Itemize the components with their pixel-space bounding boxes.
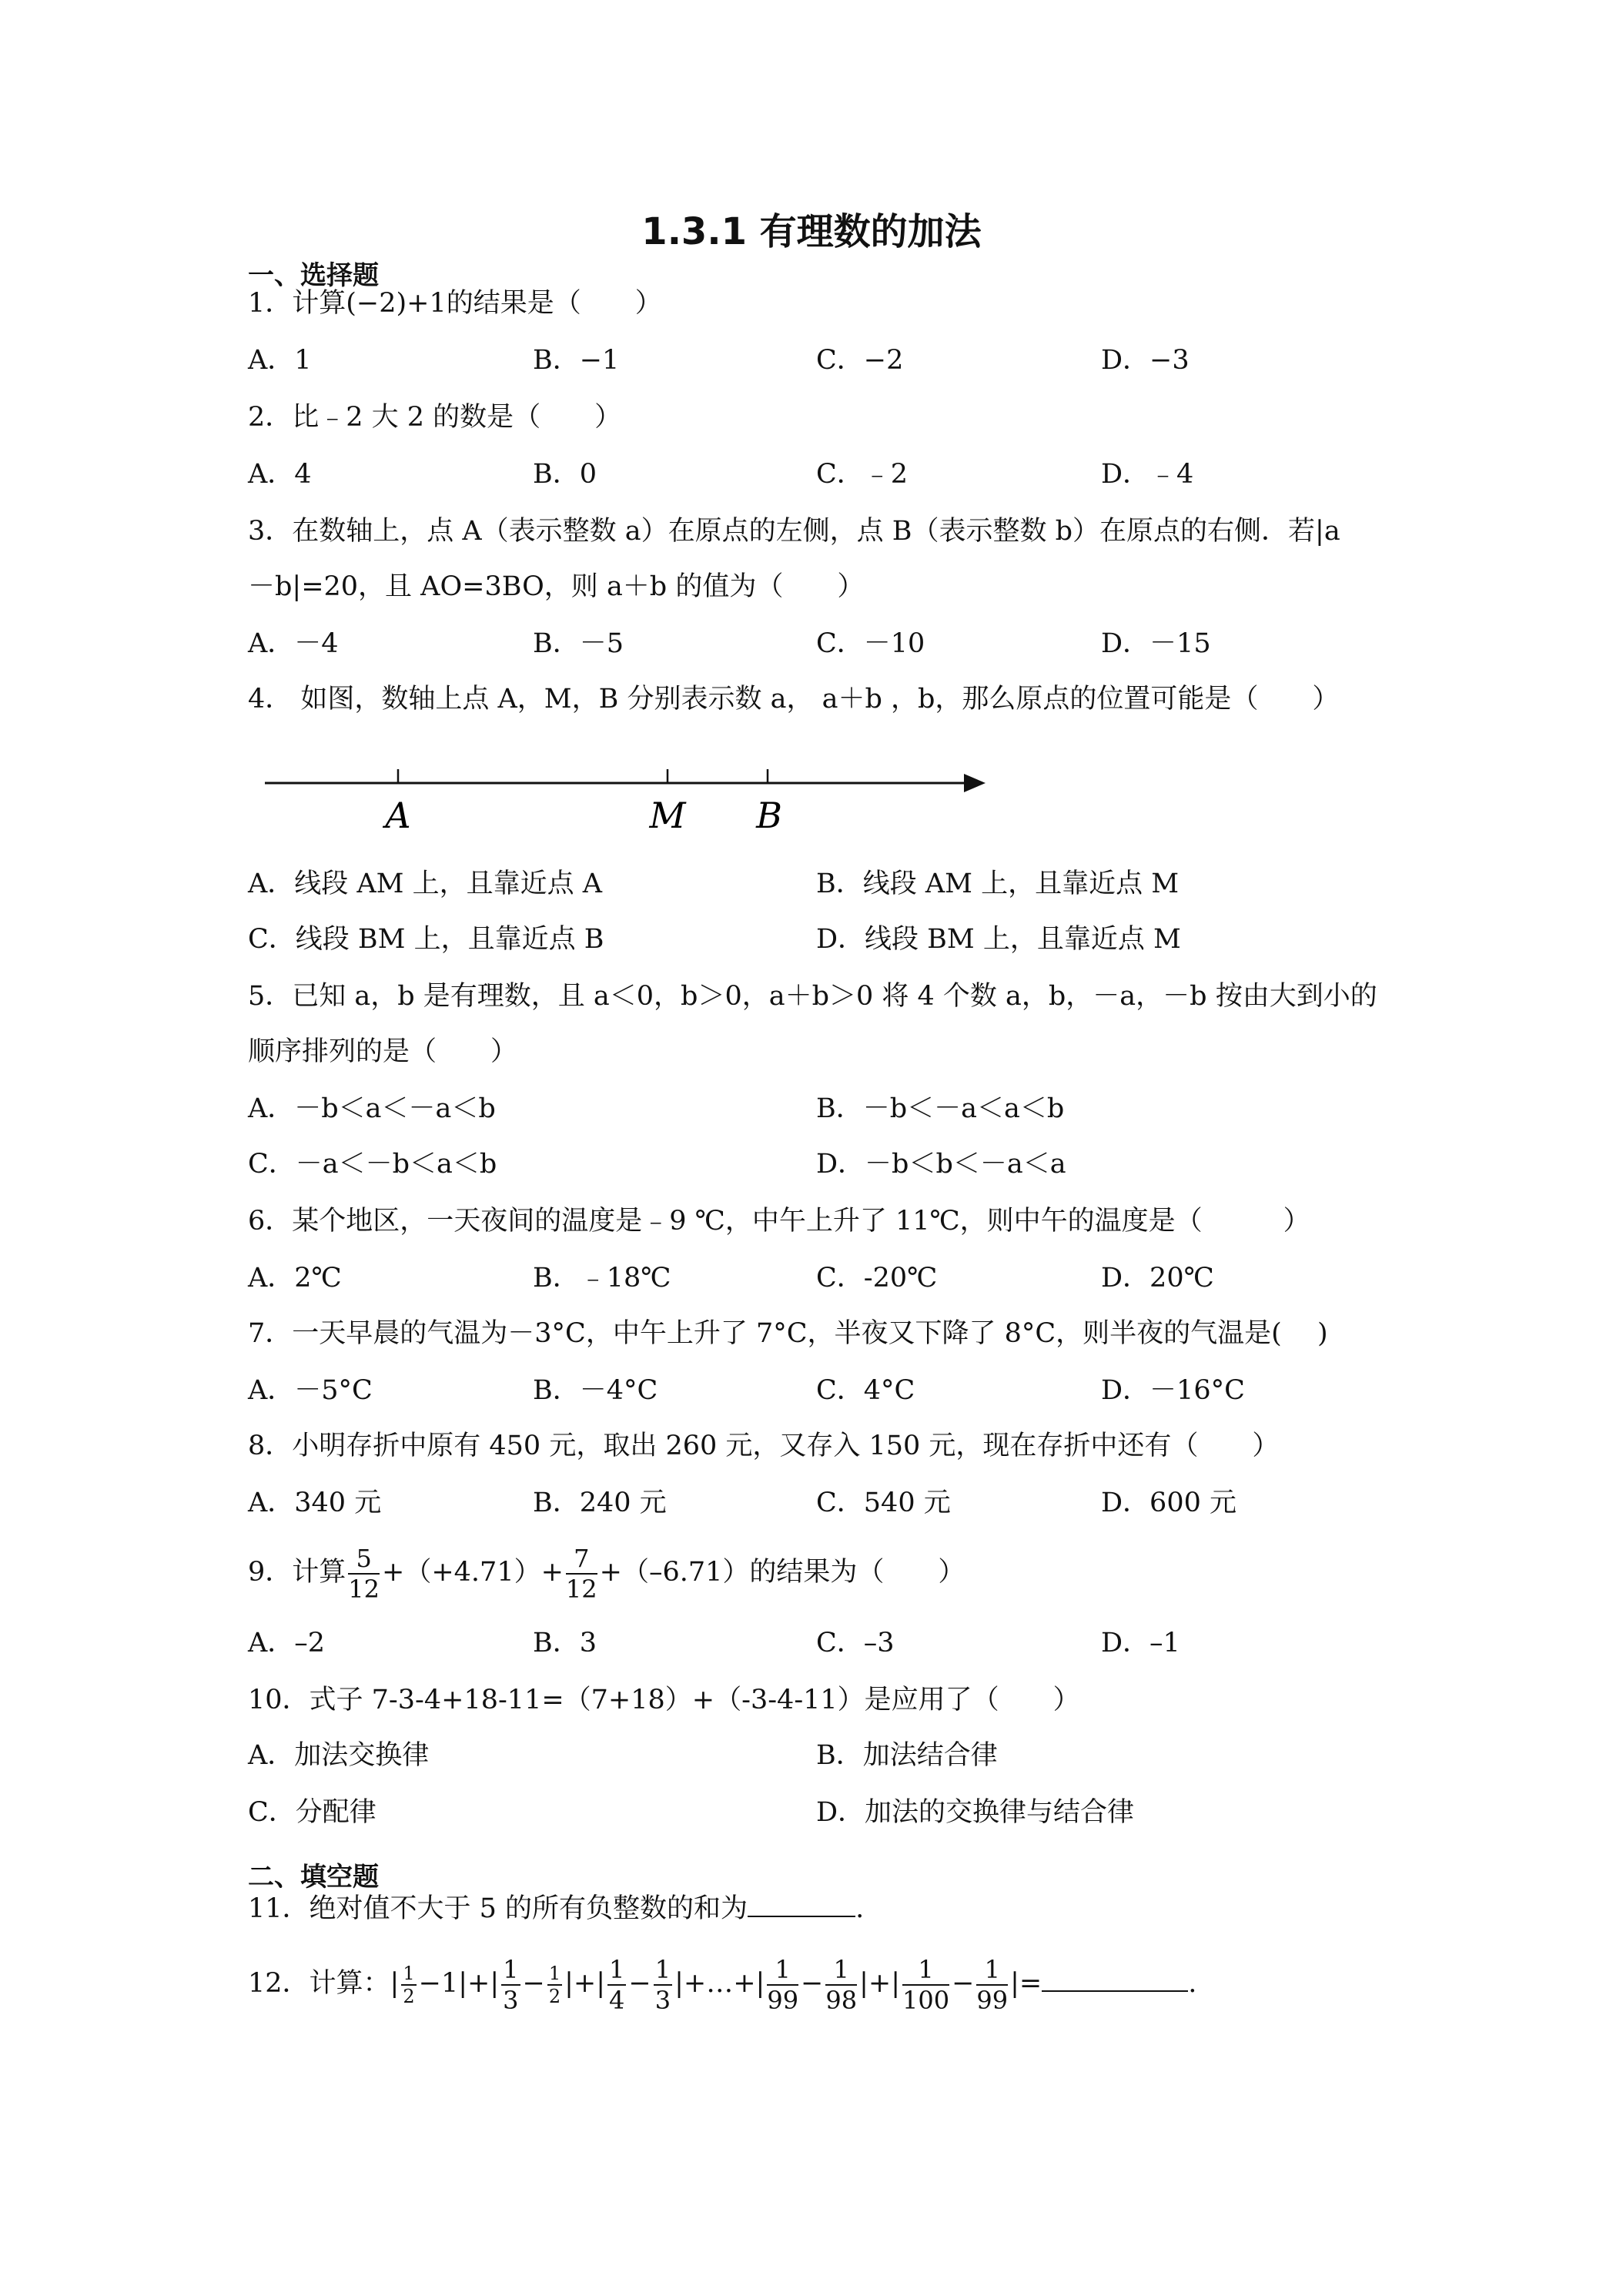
question-12 bbox=[248, 1951, 1196, 2016]
fraction-denominator: 2 bbox=[403, 1985, 415, 2007]
question-5-option-b: B．－b＜－a＜a＜b bbox=[816, 1093, 1065, 1124]
question-1-option-d: D．−3 bbox=[1101, 345, 1190, 376]
fraction-numerator: 1 bbox=[548, 1962, 561, 1984]
fraction bbox=[401, 1963, 416, 2007]
question-12-end: . bbox=[1188, 1968, 1197, 1999]
question-4-option-d: D．线段 BM 上，且靠近点 M bbox=[816, 924, 1181, 955]
fraction-7-12 bbox=[566, 1544, 597, 1604]
question-3-option-b: B．－5 bbox=[533, 628, 624, 659]
point-a-label: A bbox=[385, 795, 411, 835]
fraction bbox=[501, 1955, 520, 2015]
question-2-option-d: D．﹣4 bbox=[1101, 459, 1194, 490]
question-7-option-a: A．－5°C bbox=[248, 1375, 373, 1406]
question-3-option-d: D．－15 bbox=[1101, 628, 1211, 659]
question-6-option-c: C．-20℃ bbox=[816, 1263, 938, 1294]
question-9-option-c: C．–3 bbox=[816, 1628, 895, 1658]
question-4-stem: 4． 如图，数轴上点 A，M，B 分别表示数 a， a＋b ，b，那么原点的位置可能是（ ） bbox=[248, 684, 1340, 715]
fraction-numerator: 7 bbox=[566, 1544, 597, 1575]
question-12-sep: |+| bbox=[859, 1968, 901, 1999]
question-6-option-a: A．2℃ bbox=[248, 1263, 342, 1294]
question-10-option-c: C．分配律 bbox=[248, 1797, 376, 1828]
question-11-stem: 11．绝对值不大于 5 的所有负整数的和为 bbox=[248, 1893, 748, 1924]
fraction-denominator: 12 bbox=[348, 1574, 380, 1604]
fraction-denominator: 3 bbox=[654, 1985, 671, 2015]
fraction-numerator: 1 bbox=[654, 1954, 671, 1984]
question-5-option-c: C．－a＜－b＜a＜b bbox=[248, 1149, 497, 1180]
question-5-stem-line-2: 顺序排列的是（ ） bbox=[248, 1036, 518, 1067]
question-10-option-b: B．加法结合律 bbox=[816, 1740, 998, 1771]
number-line-figure bbox=[263, 751, 995, 835]
fraction bbox=[547, 1963, 562, 2007]
fraction bbox=[607, 1955, 626, 2015]
question-9-option-d: D．–1 bbox=[1101, 1628, 1180, 1658]
fraction-denominator: 3 bbox=[503, 1985, 519, 2015]
question-6-option-b: B．﹣18℃ bbox=[533, 1263, 671, 1294]
question-1-option-a: A．1 bbox=[248, 345, 312, 376]
number-line-arrow bbox=[964, 774, 986, 792]
question-12-pre: 12．计算：| bbox=[248, 1968, 400, 1999]
question-12-sep: − bbox=[522, 1968, 545, 1999]
fraction-denominator: 99 bbox=[976, 1985, 1009, 2015]
fraction bbox=[654, 1955, 672, 2015]
answer-blank[interactable] bbox=[748, 1891, 855, 1917]
question-12-sep: − bbox=[801, 1968, 824, 1999]
point-m-label: M bbox=[649, 795, 686, 835]
question-4-option-b: B．线段 AM 上，且靠近点 M bbox=[816, 869, 1180, 899]
question-12-sep: −1|+| bbox=[418, 1968, 500, 1999]
question-2-option-a: A．4 bbox=[248, 459, 312, 490]
question-11-end: . bbox=[855, 1893, 865, 1924]
fraction-denominator: 100 bbox=[902, 1985, 950, 2015]
page-title: 1.3.1 有理数的加法 bbox=[641, 210, 982, 253]
question-6-option-d: D．20℃ bbox=[1101, 1263, 1214, 1294]
question-12-sep: |+…+| bbox=[674, 1968, 765, 1999]
question-1-option-c: C．−2 bbox=[816, 345, 904, 376]
section-choice-heading: 一、选择题 bbox=[248, 260, 379, 291]
fraction-5-12 bbox=[348, 1544, 380, 1604]
point-b-label: B bbox=[756, 795, 782, 835]
question-7-option-b: B．－4°C bbox=[533, 1375, 658, 1406]
question-8-option-b: B．240 元 bbox=[533, 1488, 667, 1518]
question-4-option-a: A．线段 AM 上，且靠近点 A bbox=[248, 869, 603, 899]
question-11 bbox=[248, 1891, 864, 1926]
fraction-numerator: 1 bbox=[767, 1955, 798, 1986]
question-9-stem-mid: +（+4.71）+ bbox=[382, 1557, 564, 1588]
fraction-numerator: 1 bbox=[503, 1954, 519, 1984]
question-9-option-a: A．–2 bbox=[248, 1628, 326, 1658]
fraction-numerator: 1 bbox=[902, 1955, 949, 1986]
question-8-option-a: A．340 元 bbox=[248, 1488, 382, 1518]
question-2-stem: 2．比﹣2 大 2 的数是（ ） bbox=[248, 402, 622, 433]
question-12-sep: |= bbox=[1010, 1968, 1042, 1999]
fraction-denominator: 99 bbox=[767, 1985, 799, 2015]
fraction-denominator: 98 bbox=[825, 1985, 858, 2015]
question-2-option-b: B．0 bbox=[533, 459, 597, 490]
question-10-option-d: D．加法的交换律与结合律 bbox=[816, 1797, 1135, 1828]
question-12-sep: − bbox=[952, 1968, 975, 1999]
question-1-stem: 1．计算(−2)+1的结果是（ ） bbox=[248, 288, 662, 319]
question-9-stem bbox=[248, 1540, 965, 1605]
question-8-stem: 8．小明存折中原有 450 元，取出 260 元，又存入 150 元，现在存折中还有（ ） bbox=[248, 1431, 1280, 1461]
section-fill-heading: 二、填空题 bbox=[248, 1862, 379, 1893]
question-2-option-c: C．﹣2 bbox=[816, 459, 909, 490]
fraction-denominator: 2 bbox=[548, 1985, 561, 2007]
question-9-stem-pre: 9．计算 bbox=[248, 1557, 346, 1588]
question-7-option-c: C．4°C bbox=[816, 1375, 915, 1406]
question-4-option-c: C．线段 BM 上，且靠近点 B bbox=[248, 924, 604, 955]
question-9-option-b: B．3 bbox=[533, 1628, 597, 1658]
question-5-stem-line-1: 5．已知 a，b 是有理数，且 a＜0，b＞0，a＋b＞0 将 4 个数 a，b，－a，－b 按由大到小的 bbox=[248, 981, 1377, 1012]
question-10-option-a: A．加法交换律 bbox=[248, 1740, 430, 1771]
question-7-stem: 7．一天早晨的气温为－3°C，中午上升了 7°C，半夜又下降了 8°C，则半夜的气温是( ) bbox=[248, 1318, 1328, 1349]
fraction-numerator: 5 bbox=[348, 1544, 380, 1575]
question-12-sep: − bbox=[628, 1968, 651, 1999]
question-1-option-b: B．−1 bbox=[533, 345, 620, 376]
fraction bbox=[825, 1955, 857, 2015]
question-8-option-d: D．600 元 bbox=[1101, 1488, 1236, 1518]
question-3-stem-line-1: 3．在数轴上，点 A（表示整数 a）在原点的左侧，点 B（表示整数 b）在原点的右侧．若|a bbox=[248, 516, 1340, 547]
question-12-sep: |+| bbox=[564, 1968, 606, 1999]
question-9-stem-post: +（–6.71）的结果为（ ） bbox=[599, 1557, 965, 1588]
fraction-numerator: 1 bbox=[609, 1954, 625, 1984]
question-3-option-a: A．－4 bbox=[248, 628, 339, 659]
fraction-numerator: 1 bbox=[403, 1962, 415, 1984]
question-10-stem: 10．式子 7-3-4+18-11=（7+18）+（-3-4-11）是应用了（ ） bbox=[248, 1685, 1080, 1715]
question-8-option-c: C．540 元 bbox=[816, 1488, 951, 1518]
fraction-denominator: 12 bbox=[565, 1574, 597, 1604]
fraction-numerator: 1 bbox=[825, 1955, 857, 1986]
question-3-option-c: C．－10 bbox=[816, 628, 925, 659]
question-3-stem-line-2: －b|=20，且 AO=3BO，则 a＋b 的值为（ ） bbox=[248, 571, 865, 602]
fraction bbox=[902, 1955, 949, 2015]
fraction-numerator: 1 bbox=[976, 1955, 1008, 1986]
fraction bbox=[976, 1955, 1008, 2015]
fraction-denominator: 4 bbox=[609, 1985, 625, 2015]
fraction bbox=[767, 1955, 798, 2015]
answer-blank[interactable] bbox=[1042, 1966, 1188, 1992]
question-5-option-d: D．－b＜b＜－a＜a bbox=[816, 1149, 1066, 1180]
question-6-stem: 6．某个地区，一天夜间的温度是﹣9 ℃，中午上升了 11℃，则中午的温度是（ ） bbox=[248, 1206, 1310, 1237]
question-5-option-a: A．－b＜a＜－a＜b bbox=[248, 1093, 496, 1124]
question-7-option-d: D．－16°C bbox=[1101, 1375, 1245, 1406]
